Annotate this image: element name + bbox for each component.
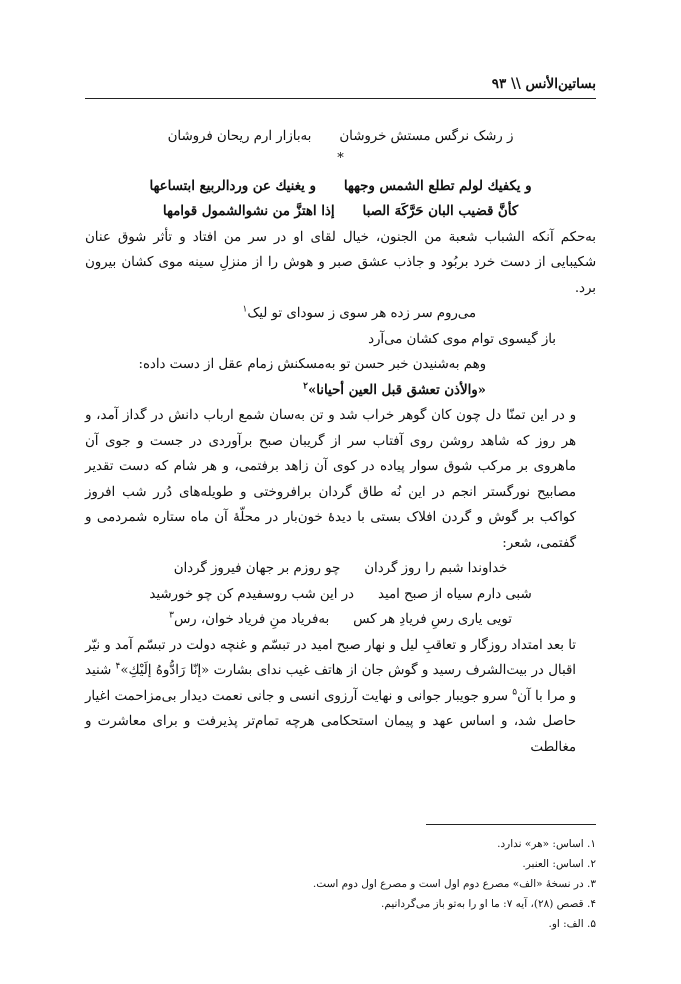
- hemistich-right: ز رشک نرگس مستش خروشان: [339, 129, 514, 144]
- footnote-2: ۲. اساس: العنبر.: [522, 858, 596, 870]
- arabic-verse-1: [85, 174, 596, 200]
- poem-couplet-1: [85, 556, 596, 582]
- poem-couplet-3: [85, 607, 596, 633]
- arabic-quote: [85, 378, 596, 404]
- footnote-4: ۴. قصص (۲۸)، آیه ۷: ما او را به‌تو باز می‌گردانیم.: [381, 898, 596, 910]
- footnote-ref-4: ۴: [115, 661, 121, 672]
- footnote-divider: [426, 824, 596, 825]
- hemistich-left: به‌بازار ارم ریحان فروشان: [167, 129, 312, 144]
- arabic-verse-2: [85, 199, 596, 225]
- poem-couplet-2: [85, 582, 596, 608]
- hemistich-left: [169, 607, 329, 633]
- footnote-3: ۳. در نسخهٔ «الف» مصرع دوم اول است و مصرع اول دوم است.: [312, 878, 596, 890]
- footnote-1: ۱. اساس: «هر» ندارد.: [497, 838, 596, 850]
- hemistich-left: در این شب روسفیدم کن چو خورشید: [149, 586, 354, 602]
- paragraph-3-part-3: سرو جویبار جوانی و نهایت آرزوی انسی و جانی نعمت دیدار بی‌مزاحمت اغیار حاصل شد، و اساس عهد و پیمان استحکامی هرچه تمام‌تر پذیرفت و برای معاشرت و مغالطت: [85, 688, 576, 755]
- verse-text: می‌روم سر زده هر سوی ز سودای تو لیک: [247, 306, 476, 321]
- verse-line-1: [85, 301, 596, 327]
- footnote-ref-1: ۱: [242, 304, 248, 315]
- hemistich-right: كأنَّ قضیب البان حَرَّكَهَ الصبا: [362, 204, 519, 219]
- paragraph-1: به‌حکم آنکه الشباب شعبة من الجنون، خیال لقای او در سر من افتاد و تأثر شوق عنان شکیبایی از دست خرد بربُود و جاذب عشق صبر و هوش را از منزلِ سینه موی کشان بیرون برد.: [85, 229, 596, 296]
- footnotes: [85, 834, 596, 934]
- footnote-ref-5: ۵: [512, 687, 518, 698]
- paragraph-3: [85, 633, 596, 761]
- hemistich-right: و یکفیك لولم تطلع الشمس وجهها: [343, 178, 532, 194]
- hemistich-left: و یغنیك عن وردالربیع ابتساعها: [149, 178, 316, 194]
- page-body: [85, 124, 596, 760]
- line-wahem: وهم به‌شنیدن خبر حسن تو به‌مسکنش زمام عقل از دست داده:: [138, 357, 486, 372]
- quote-text: «والأذن تعشق قبل العین أحیانا»: [307, 382, 486, 398]
- section-separator: *: [337, 150, 344, 166]
- hemistich-right: خداوندا شبم را روز گردان: [364, 561, 508, 576]
- footnote-ref-2: ۲: [303, 381, 308, 392]
- verse-line-2: باز گیسوی توام موی کشان می‌آرد: [368, 331, 556, 347]
- footnote-5: ۵. الف: او.: [548, 918, 596, 930]
- hemistich-left-text: به‌فریاد منِ فریاد خوان، رس: [173, 612, 330, 627]
- hemistich-right: تویی یاری رسِ فریادِ هر کس: [353, 612, 512, 627]
- running-head: بساتین‌الأنس \\ ۹۳: [491, 76, 596, 92]
- paragraph-3-part-1: تا بعد امتداد روزگار و تعاقبِ لیل و نهار صبح امید در تبسّم و غنچه دولت در تبسّم آمد و نیّر اقبال در بیت‌الشرف رسید و گوش جان از هاتف غیب ندای بشارت «إنّا رَادُّوهُ إلَیْكِ»: [85, 637, 577, 678]
- hemistich-left: إذا اهتزَّ من نشوالشمول قوامها: [162, 204, 335, 219]
- paragraph-2: و در این تمنّا دل چون کان گوهر خراب شد و تن به‌سان شمع ارباب دانش در گداز آمد، و هر روز که شاهد روشن روی آفتاب سر از گریبان صبح برآوردی در جست و جوی آن ماهروی بر مرکب شوق سوار پیاده در کوی آن زاهد برفتمی، و هر شام که دست تقدیر مصابیح نورگستر انجم در این نُه طاق گردان برافروختی و طویله‌های دُرر شب افروز کواکب بر گوش و گردن افلاک بستی با دیدهٔ خون‌بار در محلّهٔ آن ماه ستاره شمردمی و گفتمی، شعر:: [85, 408, 576, 551]
- hemistich-left: چو روزم بر جهان فیروز گردان: [173, 561, 341, 576]
- hemistich-right: شبی دارم سیاه از صبح امید: [377, 586, 532, 602]
- paragraph-3-part-2: شنید و مرا با آن: [85, 663, 576, 704]
- page-header: [85, 74, 596, 99]
- footnote-ref-3: ۳: [169, 610, 174, 621]
- intro-verse: [85, 124, 596, 150]
